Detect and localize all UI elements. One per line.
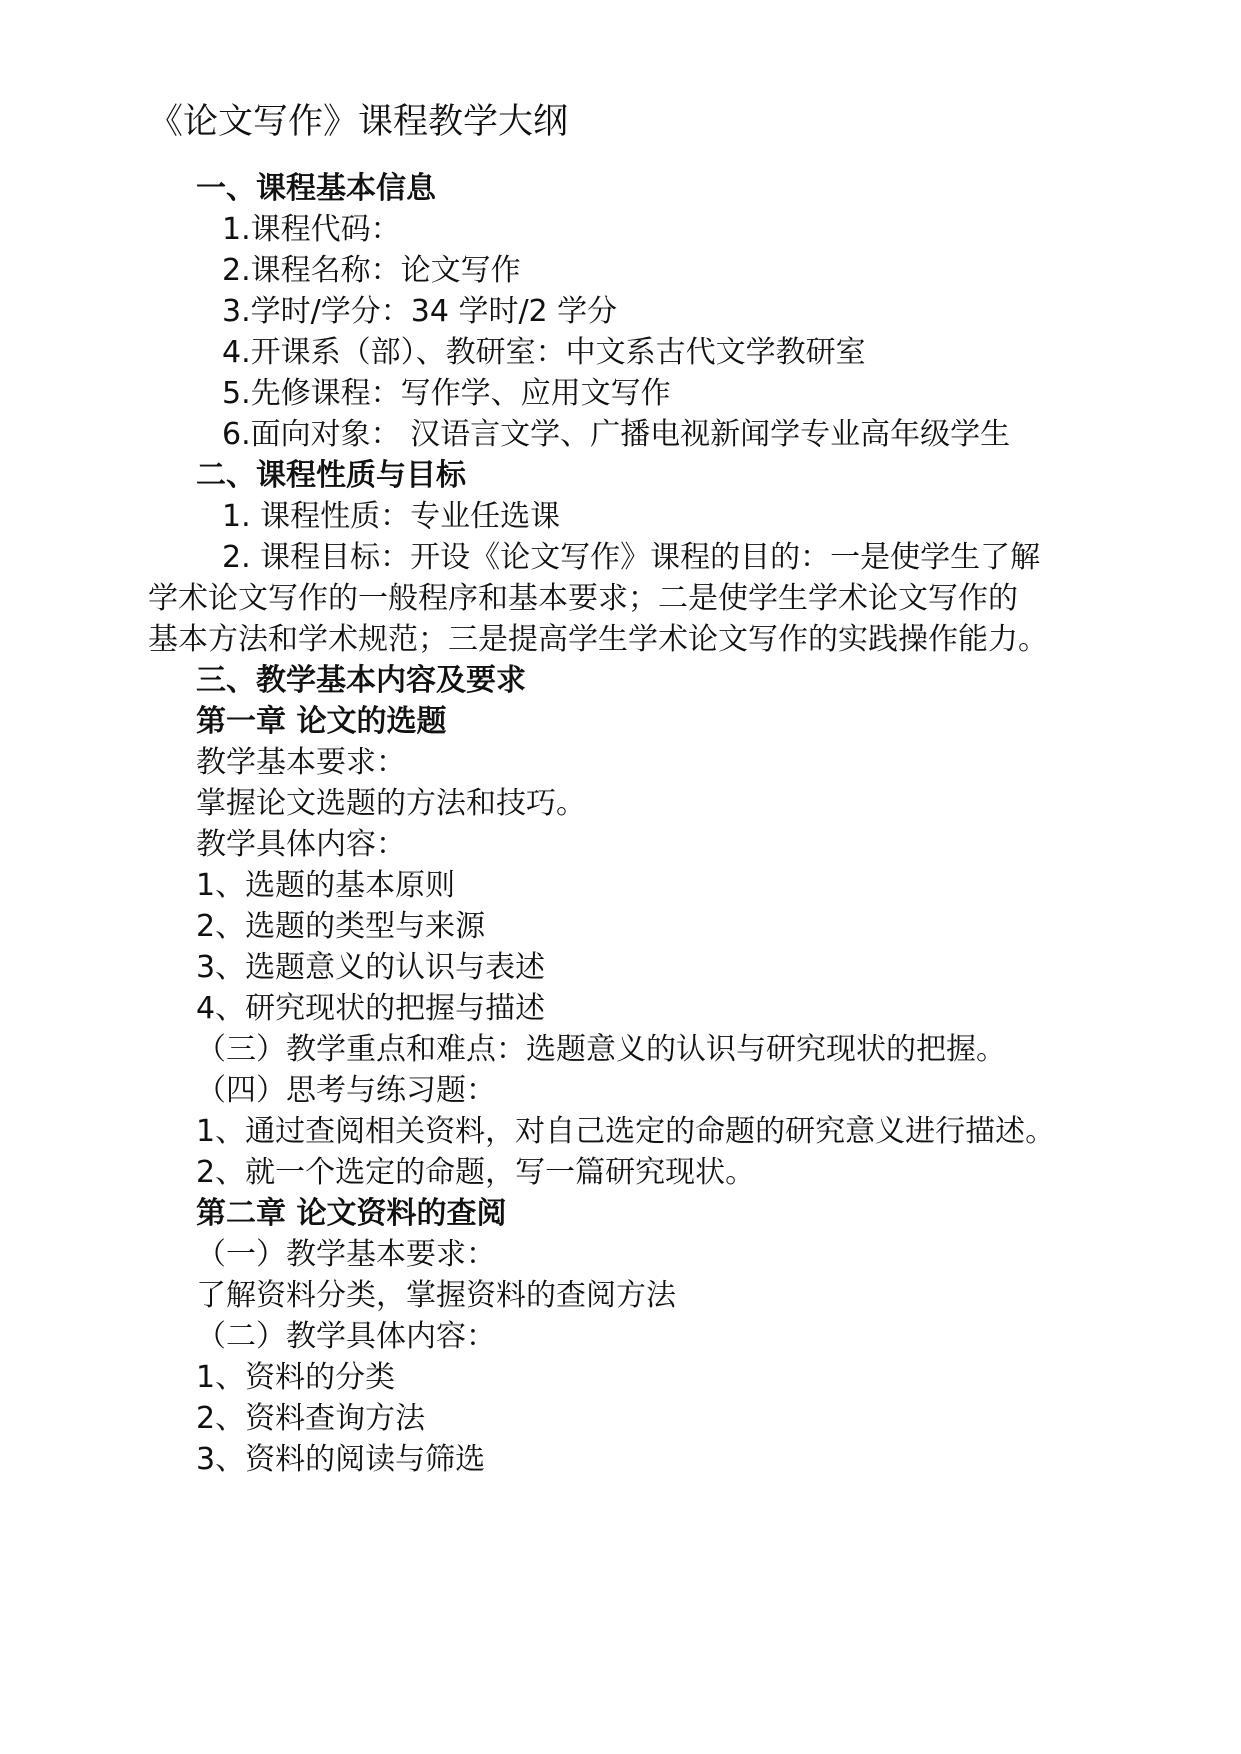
chapter-2-line: 了解资料分类，掌握资料的查阅方法 [196, 1278, 676, 1313]
chapter-1-line: 4、研究现状的把握与描述 [196, 991, 546, 1026]
chapter-1-line: 1、通过查阅相关资料，对自己选定的命题的研究意义进行描述。 [196, 1114, 1056, 1149]
course-goal-line: 2. 课程目标：开设《论文写作》课程的目的：一是使学生了解 [222, 540, 1041, 575]
section-heading-basic-info: 一、课程基本信息 [196, 171, 436, 206]
chapter-1-line: （三）教学重点和难点：选题意义的认识与研究现状的把握。 [196, 1032, 1006, 1067]
chapter-1-line: 2、就一个选定的命题，写一篇研究现状。 [196, 1155, 756, 1190]
chapter-1-line: 教学基本要求： [196, 745, 406, 780]
info-item-course-name: 2.课程名称：论文写作 [222, 253, 521, 288]
chapter-2-line: （一）教学基本要求： [196, 1237, 496, 1272]
chapter-1-line: 掌握论文选题的方法和技巧。 [196, 786, 586, 821]
chapter-1-title: 第一章 论文的选题 [196, 704, 447, 739]
chapter-1-line: （四）思考与练习题： [196, 1073, 496, 1108]
chapter-2-line: 3、资料的阅读与筛选 [196, 1442, 486, 1477]
course-goal-line: 学术论文写作的一般程序和基本要求；二是使学生学术论文写作的 [148, 581, 1018, 616]
chapter-1-line: 3、选题意义的认识与表述 [196, 950, 546, 985]
info-item-course-code: 1.课程代码： [222, 212, 401, 247]
info-item-audience: 6.面向对象： 汉语言文学、广播电视新闻学专业高年级学生 [222, 417, 1011, 452]
course-nature: 1. 课程性质：专业任选课 [222, 499, 561, 534]
chapter-1-line: 2、选题的类型与来源 [196, 909, 486, 944]
section-heading-content: 三、教学基本内容及要求 [196, 663, 526, 698]
chapter-1-line: 1、选题的基本原则 [196, 868, 456, 903]
chapter-2-line: （二）教学具体内容： [196, 1319, 496, 1354]
document-title: 《论文写作》课程教学大纲 [148, 102, 569, 142]
chapter-1-line: 教学具体内容： [196, 827, 406, 862]
chapter-2-line: 2、资料查询方法 [196, 1401, 426, 1436]
section-heading-nature-goals: 二、课程性质与目标 [196, 458, 466, 493]
info-item-department: 4.开课系（部）、教研室：中文系古代文学教研室 [222, 335, 866, 370]
info-item-prerequisites: 5.先修课程：写作学、应用文写作 [222, 376, 671, 411]
chapter-2-line: 1、资料的分类 [196, 1360, 396, 1395]
info-item-hours-credits: 3.学时/学分：34 学时/2 学分 [222, 294, 618, 329]
chapter-2-title: 第二章 论文资料的查阅 [196, 1196, 507, 1231]
course-goal-line: 基本方法和学术规范；三是提高学生学术论文写作的实践操作能力。 [148, 622, 1048, 657]
